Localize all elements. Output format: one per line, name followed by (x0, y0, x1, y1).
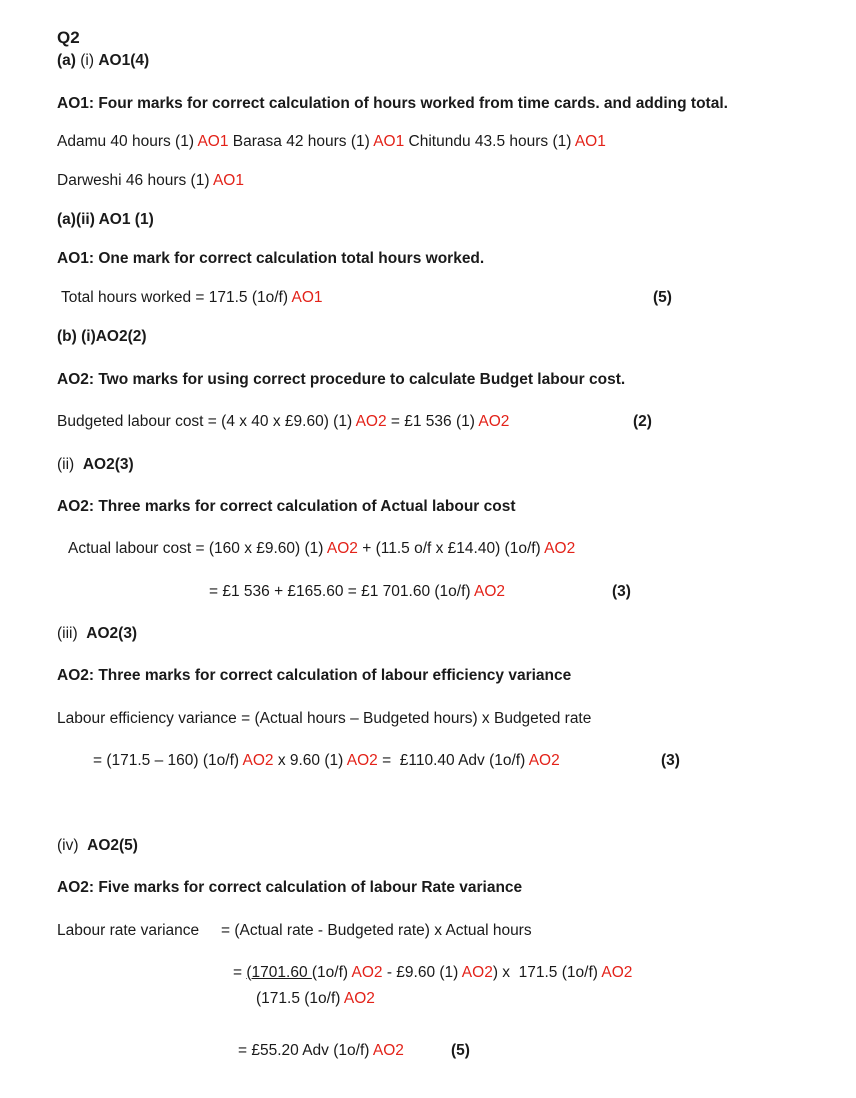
ao-tag: AO2 (346, 752, 378, 769)
budget-cost-result: = £1 536 (1) (386, 413, 479, 430)
rate-denominator (256, 989, 375, 1009)
ao-tag: AO2 (351, 964, 383, 981)
b-i-description: AO2: Two marks for using correct procedure to calculate Budget labour cost. (57, 371, 626, 388)
ao-code: AO2(3) (86, 625, 138, 642)
ao-tag: AO1 (197, 133, 229, 150)
ao-tag: AO2 (544, 540, 576, 557)
rate-formula-equation: = (Actual rate - Budgeted rate) x Actual hours (221, 922, 532, 939)
efficiency-calc-line (93, 751, 560, 771)
hours-barasa: Barasa 42 hours (1) (228, 133, 374, 150)
ao-tag: AO2 (343, 990, 375, 1007)
rate-calc-2: - £9.60 (1) (382, 964, 462, 981)
equals-sign: = (233, 964, 247, 981)
efficiency-formula: Labour efficiency variance = (Actual hours – Budgeted hours) x Budgeted rate (57, 710, 592, 727)
actual-cost-text: Actual labour cost = (160 x £9.60) (1) (68, 540, 327, 557)
section-a-i-heading (57, 51, 149, 71)
rate-calc-1: (1o/f) (311, 964, 352, 981)
marks-total: (5) (653, 289, 672, 306)
sub-label: (ii) (57, 456, 83, 473)
sub-label: (iv) (57, 837, 88, 854)
budget-cost-text: Budgeted labour cost = (4 x 40 x £9.60) (1) (57, 413, 356, 430)
efficiency-calc-2: x 9.60 (1) (273, 752, 347, 769)
section-b-iv-heading (57, 836, 138, 856)
efficiency-calc-3: = £110.40 Adv (1o/f) (377, 752, 529, 769)
rate-calc-line (233, 963, 632, 983)
ao-tag: AO1 (212, 172, 244, 189)
part-label: (a) (57, 52, 76, 69)
section-b-i-heading: (b) (i)AO2(2) (57, 328, 147, 345)
marks-rate: (5) (451, 1042, 470, 1059)
actual-cost-line-1 (68, 539, 575, 559)
hours-line-1 (57, 132, 606, 152)
marks-efficiency: (3) (661, 752, 680, 769)
rate-denominator-text: (171.5 (1o/f) (256, 990, 344, 1007)
actual-cost-line-2 (209, 582, 505, 602)
hours-chitundu: Chitundu 43.5 hours (1) (404, 133, 575, 150)
ao-tag: AO2 (326, 540, 358, 557)
ao-tag: AO1 (291, 289, 323, 306)
total-hours-text: Total hours worked = 171.5 (1o/f) (61, 289, 292, 306)
a-i-description: AO1: Four marks for correct calculation of hours worked from time cards. and adding total. (57, 95, 728, 112)
sub-label: (iii) (57, 625, 87, 642)
ao-tag: AO1 (574, 133, 606, 150)
b-ii-description: AO2: Three marks for correct calculation of Actual labour cost (57, 498, 516, 515)
ao-tag: AO2 (355, 413, 387, 430)
ao-tag: AO2 (478, 413, 510, 430)
total-hours-line (61, 288, 323, 308)
ao-tag: AO2 (372, 1042, 404, 1059)
b-iv-description: AO2: Five marks for correct calculation of labour Rate variance (57, 879, 523, 896)
ao-code: AO2(5) (87, 837, 138, 854)
b-iii-description: AO2: Three marks for correct calculation of labour efficiency variance (57, 667, 572, 684)
budget-cost-line (57, 412, 509, 432)
hours-darweshi: Darweshi 46 hours (1) (57, 172, 213, 189)
question-title: Q2 (57, 28, 80, 47)
ao-tag: AO2 (601, 964, 633, 981)
ao-code: AO2(3) (82, 456, 134, 473)
marks-actual: (3) (612, 583, 631, 600)
marks-budget: (2) (633, 413, 652, 430)
rate-formula-label: Labour rate variance (57, 922, 200, 939)
hours-line-2 (57, 171, 244, 191)
ao-tag: AO2 (474, 583, 506, 600)
actual-cost-total: = £1 536 + £165.60 = £1 701.60 (1o/f) (209, 583, 475, 600)
section-b-ii-heading (57, 455, 134, 475)
a-ii-description: AO1: One mark for correct calculation total hours worked. (57, 250, 485, 267)
section-a-ii-heading: (a)(ii) AO1 (1) (57, 211, 154, 228)
open-paren: ( (246, 964, 252, 981)
ao-tag: AO2 (242, 752, 274, 769)
ao-tag: AO2 (461, 964, 493, 981)
ao-tag: AO1 (373, 133, 405, 150)
efficiency-calc-1: = (171.5 – 160) (1o/f) (93, 752, 243, 769)
ao-tag: AO2 (528, 752, 560, 769)
sub-label: (i) (75, 52, 99, 69)
rate-result-text: = £55.20 Adv (1o/f) (238, 1042, 373, 1059)
rate-numerator: 1701.60 (251, 964, 312, 981)
hours-adamu: Adamu 40 hours (1) (57, 133, 198, 150)
actual-cost-overtime: + (11.5 o/f x £14.40) (1o/f) (357, 540, 545, 557)
rate-calc-3: ) x 171.5 (1o/f) (492, 964, 602, 981)
rate-result-line (238, 1041, 404, 1061)
ao-code: AO1(4) (98, 52, 150, 69)
section-b-iii-heading (57, 624, 137, 644)
